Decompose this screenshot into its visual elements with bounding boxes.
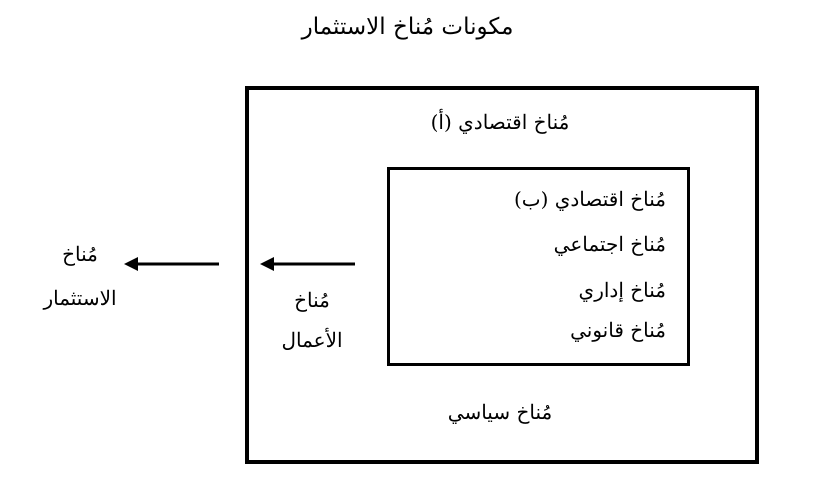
inner-item-social: مُناخ اجتماعي — [553, 232, 666, 256]
political-climate-label: مُناخ سياسي — [447, 400, 553, 424]
diagram-title: مكونات مُناخ الاستثمار — [301, 14, 514, 40]
economic-climate-a-label: مُناخ اقتصادي (أ) — [430, 110, 570, 134]
business-climate-line2: الأعمال — [281, 328, 343, 352]
inner-item-administrative: مُناخ إداري — [578, 278, 666, 302]
inner-item-legal: مُناخ قانوني — [570, 318, 666, 342]
investment-climate-label — [20, 232, 140, 320]
arrow-to-investment-icon — [122, 254, 222, 274]
business-climate-label — [262, 280, 362, 360]
investment-climate-line2: الاستثمار — [43, 286, 117, 310]
inner-item-economic-b: مُناخ اقتصادي (ب) — [513, 187, 666, 211]
investment-climate-line1: مُناخ — [62, 242, 98, 266]
business-climate-line1: مُناخ — [294, 288, 330, 312]
arrow-to-business-icon — [258, 254, 358, 274]
